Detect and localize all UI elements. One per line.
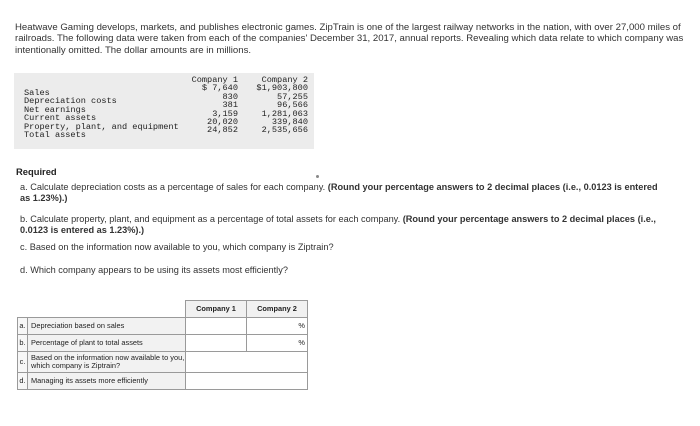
question-a-instruction: (Round your percentage answers to 2 decimal places (i.e., 0.0123 is entered as 1.23%).) (20, 182, 658, 203)
c1-total-assets: 24,852 (207, 125, 238, 136)
c1-net-earnings: 381 (222, 100, 238, 111)
company-1-header: Company 1 (191, 75, 238, 85)
row-b-letter: b. (18, 334, 28, 351)
answer-row-c (18, 351, 308, 372)
answer-row-b (18, 334, 308, 351)
required-heading: Required (16, 166, 57, 177)
answer-row-a (18, 317, 308, 334)
company-data-table (14, 73, 314, 149)
label-depreciation: Depreciation costs (24, 96, 117, 107)
label-current-assets: Current assets (24, 113, 97, 124)
row-a-company-1-input[interactable] (186, 317, 247, 334)
label-ppe: Property, plant, and equipment (24, 121, 179, 132)
row-d-answer-input[interactable] (186, 372, 308, 389)
question-a (20, 182, 660, 204)
row-b-percent-sign: % (298, 337, 305, 347)
c1-ppe: 20,020 (207, 117, 238, 128)
answer-header-blank (18, 301, 186, 318)
row-a-label: Depreciation based on sales (28, 317, 186, 334)
c2-net-earnings: 96,566 (277, 100, 308, 111)
c1-depreciation: 830 (222, 91, 238, 102)
c1-current-assets: 3,159 (212, 108, 238, 119)
problem-intro: Heatwave Gaming develops, markets, and publishes electronic games. ZipTrain is one of the largest railway networks in the nation, with over 27,000 miles of railroads. The following data were taken from each of the companies' December 31, 2017, annual reports. Revealing which data relate to which company was intentionally omitted. The dollar amounts are in millions. (15, 22, 684, 56)
answer-header-row (18, 301, 308, 318)
row-b-company-2-input[interactable] (247, 334, 308, 351)
question-b (20, 214, 660, 236)
label-total-assets: Total assets (24, 130, 86, 141)
row-b-label: Percentage of plant to total assets (28, 334, 186, 351)
row-c-answer-input[interactable] (186, 351, 308, 372)
row-b-company-1-input[interactable] (186, 334, 247, 351)
decorative-dot (316, 175, 319, 178)
row-c-letter: c. (18, 351, 28, 372)
question-b-text: b. Calculate property, plant, and equipment as a percentage of total assets for each company. (20, 214, 401, 224)
answer-table (17, 300, 308, 390)
c1-sales: $ 7,640 (201, 83, 238, 94)
row-a-company-2-input[interactable] (247, 317, 308, 334)
company-1-column (182, 76, 238, 135)
row-d-label: Managing its assets more efficiently (28, 372, 186, 389)
row-a-percent-sign: % (298, 320, 305, 330)
answer-row-d (18, 372, 308, 389)
answer-header-company-2: Company 2 (247, 301, 308, 318)
c2-ppe: 339,840 (271, 117, 308, 128)
question-a-text: a. Calculate depreciation costs as a percentage of sales for each company. (20, 182, 326, 192)
row-d-letter: d. (18, 372, 28, 389)
c2-depreciation: 57,255 (277, 91, 308, 102)
question-d: d. Which company appears to be using its assets most efficiently? (20, 265, 288, 275)
row-labels (24, 89, 179, 139)
c2-total-assets: 2,535,656 (261, 125, 308, 136)
question-b-instruction: (Round your percentage answers to 2 decimal places (i.e., 0.0123 is entered as 1.23%).) (20, 214, 656, 235)
company-2-column (246, 76, 308, 135)
label-net-earnings: Net earnings (24, 104, 86, 115)
c2-current-assets: 1,281,063 (261, 108, 308, 119)
company-2-header: Company 2 (261, 75, 308, 85)
row-a-letter: a. (18, 317, 28, 334)
question-c: c. Based on the information now available to you, which company is Ziptrain? (20, 242, 334, 252)
c2-sales: $1,903,800 (256, 83, 308, 94)
row-c-label: Based on the information now available to you, which company is Ziptrain? (28, 351, 186, 372)
answer-header-company-1: Company 1 (186, 301, 247, 318)
label-sales: Sales (24, 88, 50, 98)
